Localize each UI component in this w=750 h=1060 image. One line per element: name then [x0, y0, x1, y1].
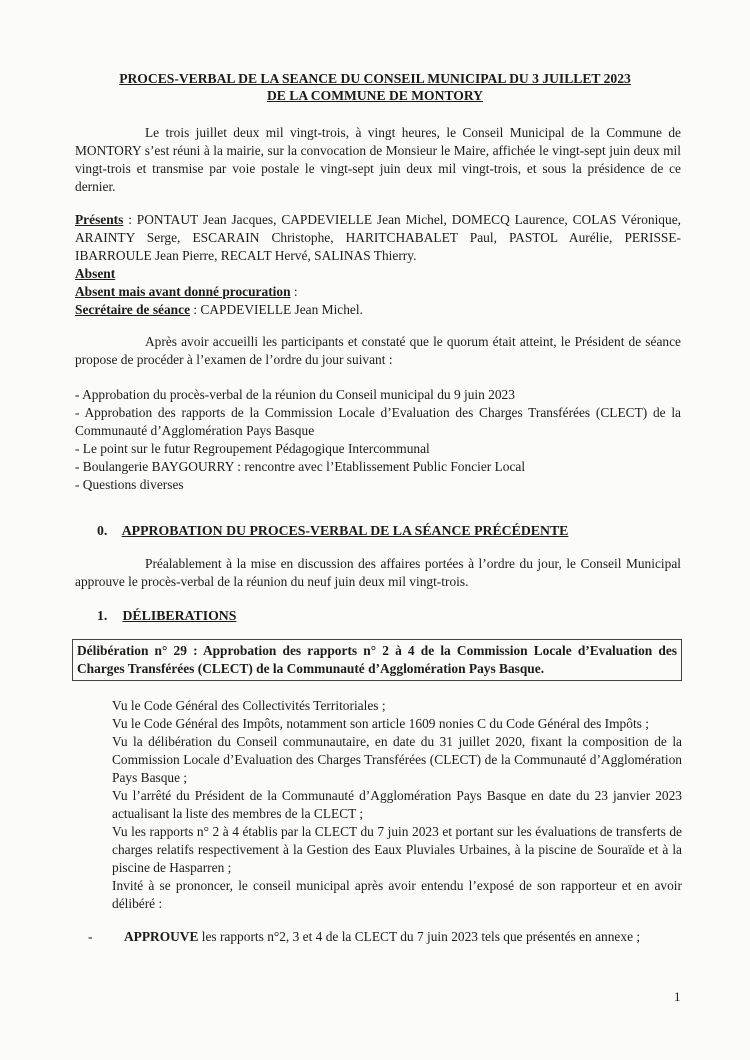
agenda-item: - Approbation du procès-verbal de la réunion du Conseil municipal du 9 juin 2023 [75, 387, 515, 402]
section-1-number: 1. [97, 608, 108, 623]
secretaire-value: : CAPDEVIELLE Jean Michel. [190, 302, 363, 317]
page-title [60, 70, 690, 104]
approve-item [88, 928, 682, 946]
presents-label: Présents [75, 212, 124, 227]
considerant: Vu les rapports n° 2 à 4 établis par la CLECT du 7 juin 2023 et portant sur les évaluations de transferts de charges relatifs respectivement à la Gestion des Eaux Pluviales Urbaines, à la piscine de Souraïde et à la piscine de Hasparren ; [112, 824, 682, 875]
procuration-value: : [290, 284, 298, 299]
presents-value: : PONTAUT Jean Jacques, CAPDEVIELLE Jean Michel, DOMECQ Laurence, COLAS Véronique, ARAINTY Serge, ESCARAIN Christophe, HARITCHABALET Paul, PASTOL Aurélie, PERISSE-IBARROULE Jean Pierre, RECALT Hervé, SALINAS Thierry. [75, 212, 681, 263]
quorum-paragraph: Après avoir accueilli les participants et constaté que le quorum était atteint, le Président de séance propose de procéder à l’examen de l’ordre du jour suivant : [75, 334, 681, 367]
considerant: Vu le Code Général des Collectivités Territoriales ; [112, 698, 386, 713]
intro-paragraph: Le trois juillet deux mil vingt-trois, à vingt heures, le Conseil Municipal de la Commune de MONTORY s’est réuni à la mairie, sur la convocation de Monsieur le Maire, affichée le vingt-sept juin deux mil vingt-trois et transmise par voie postale le vingt-sept juin deux mil vingt-trois, et sous la présidence de ce dernier. [75, 125, 681, 194]
section-0-number: 0. [97, 523, 108, 538]
approve-dash: - [88, 929, 93, 944]
agenda-item: - Approbation des rapports de la Commission Locale d’Evaluation des Charges Transférées (CLECT) de la Communauté d’Agglomération Pays Basque [75, 405, 681, 438]
title-line-2: DE LA COMMUNE DE MONTORY [266, 88, 484, 103]
presents-line [75, 211, 681, 265]
section-0-body: Préalablement à la mise en discussion des affaires portées à l’ordre du jour, le Conseil Municipal approuve le procès-verbal de la réunion du neuf juin deux mil vingt-trois. [75, 556, 681, 589]
agenda-list [75, 386, 681, 494]
section-0-title: APPROBATION DU PROCES-VERBAL DE LA SÉANCE PRÉCÉDENTE [121, 523, 569, 538]
page-number: 1 [674, 989, 681, 1004]
deliberation-title-box: Délibération n° 29 : Approbation des rapports n° 2 à 4 de la Commission Locale d’Evaluation des Charges Transférées (CLECT) de la Communauté d’Agglomération Pays Basque. [72, 639, 682, 681]
procuration-label: Absent mais avant donné procuration [75, 284, 291, 299]
title-line-1: PROCES-VERBAL DE LA SEANCE DU CONSEIL MUNICIPAL DU 3 JUILLET 2023 [119, 71, 631, 86]
attendance-block [75, 211, 681, 319]
considerant: Invité à se prononcer, le conseil municipal après avoir entendu l’exposé de son rapporteur et en avoir délibéré : [112, 878, 682, 911]
approve-keyword: APPROUVE [124, 929, 199, 944]
considerant: Vu le Code Général des Impôts, notamment son article 1609 nonies C du Code Général des Impôts ; [112, 716, 649, 731]
absent-line [75, 265, 681, 283]
secretaire-label: Secrétaire de séance [75, 302, 191, 317]
agenda-item: - Boulangerie BAYGOURRY : rencontre avec l’Etablissement Public Foncier Local [75, 459, 526, 474]
procuration-line [75, 283, 681, 301]
section-1-title: DÉLIBERATIONS [122, 608, 237, 623]
absent-label: Absent [75, 266, 116, 281]
approve-text [124, 928, 682, 946]
considerant: Vu l’arrêté du Président de la Communauté d’Agglomération Pays Basque en date du 23 janvier 2023 actualisant la liste des membres de la CLECT ; [112, 788, 682, 821]
approve-rest: les rapports n°2, 3 et 4 de la CLECT du 7 juin 2023 tels que présentés en annexe ; [198, 929, 641, 944]
section-0-heading [97, 522, 568, 540]
considerants-list [112, 697, 682, 913]
agenda-item: - Le point sur le futur Regroupement Pédagogique Intercommunal [75, 441, 430, 456]
considerant: Vu la délibération du Conseil communautaire, en date du 31 juillet 2020, fixant la composition de la Commission Locale d’Evaluation des Charges Transférées (CLECT) de la Communauté d’Agglomération Pays Basque ; [112, 734, 682, 785]
secretaire-line [75, 301, 681, 319]
agenda-item: - Questions diverses [75, 477, 184, 492]
section-1-heading [97, 607, 236, 625]
